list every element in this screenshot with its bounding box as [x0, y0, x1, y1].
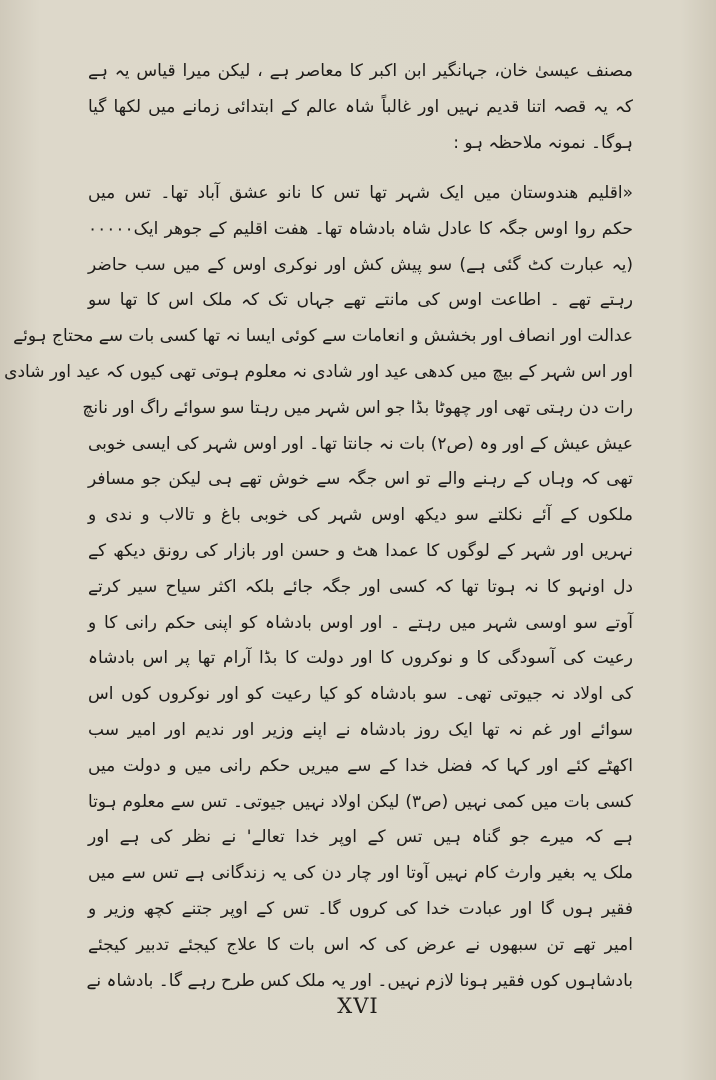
page-number: XVI [337, 994, 379, 1018]
text-line: مصنف عیسیٰ خان، جہانگیر ابن اکبر کا معاصر ہے ، لیکن میرا قیاس یہ ہے [88, 61, 633, 81]
text-line: ملکوں کے آئے نکلتے سو دیکھ اوس شہر کی خوبی باغ و تالاب و ندی و [88, 505, 633, 526]
text-line: تھی کہ وہاں کے رہنے والے تو اس جگہ سے خوش تھے ہی لیکن جو مسافر [88, 469, 633, 490]
text-line: ہے کہ میرے جو گناہ ہیں تس کے اوپر خدا تعالے' نے نظر کی ہے اور [88, 827, 633, 848]
text-line: عیش عیش کے اور وہ (ص۲) بات نہ جانتا تھا۔ اور اوس شہر کی ایسی خوبی [88, 433, 634, 454]
text-line: «اقلیم هندوستان میں ایک شہر تھا تس کا نانو عشق آباد تھا۔ تس میں [88, 183, 633, 203]
text-line: رہتے تھے ۔ اطاعت اوس کی مانتے تھے جہاں تک کہ ملک اس کا تھا سو [88, 290, 633, 311]
text-line: کہ یہ قصہ اتنا قدیم نہیں اور غالباً شاہ عالم کے ابتدائی زمانے میں لکھا گیا [88, 96, 633, 117]
text-line: آوتے سو اوسی شہر میں رہتے ۔ اور اوس بادشاہ کو اپنی حکم رانی کا و [88, 612, 633, 633]
text-line: عدالت اور انصاف اور بخشش و انعامات سے کوئی ایسا نہ تھا کسی بات سے محتاج ہوئے [13, 326, 633, 347]
text-line: رعیت کی آسودگی کا و نوکروں کا اور دولت کا بڈا آرام تھا پر اس بادشاہ [88, 648, 633, 669]
text-line: کسی بات میں کمی نہیں (ص۳) لیکن اولاد نہیں جیوتی۔ تس سے معلوم ہوتا [88, 791, 634, 812]
text-line: ملک یہ بغیر وارث کام نہیں آوتا اور چار دن کی یہ زندگانی ہے تس سے میں [88, 863, 633, 884]
text-line: بادشاہوں کوں فقیر ہونا لازم نہیں۔ اور یہ ملک کس طرح رہے گا۔ بادشاہ نے [86, 970, 633, 991]
text-line: امیر تھے تن سبھوں نے عرض کی کہ اس بات کا علاج کیجئے تدبیر کیجئے [88, 934, 633, 955]
paragraph-quotation [4, 176, 634, 999]
text-line: حکم روا اوس جگہ کا عادل شاہ بادشاہ تھا۔ ھفت اقلیم کے جوھر ایک۰۰۰۰۰ [88, 218, 633, 239]
text-line: رات دن رہتی تھی اور چھوٹا بڈا جو اس شہر میں رہتا سو سوائے راگ اور نانچ [82, 397, 633, 418]
text-line: کی اولاد نہ جیوتی تھی۔ سو بادشاہ کو کیا رعیت کو اور نوکروں کوں اس [88, 684, 633, 705]
paragraph-intro [88, 54, 633, 161]
text-line: سوائے اور غم نہ تھا ایک روز بادشاہ نے اپنے وزیر اور ندیم اور امیر سب [88, 719, 633, 740]
text-line: اور اس شہر کے بیچ میں کدھی عید اور شادی نہ معلوم ہوتی تھی کیوں کہ عید اور شادی [4, 361, 633, 382]
text-line: اکھٹے کئے اور کہا کہ فضل خدا کے سے میریں حکم رانی میں و دولت میں [88, 755, 633, 776]
text-line: دل اونہو کا نہ ہوتا تھا کہ کسی اور جگہ جائے بلکہ اکثر سیاح سیر کرتے [88, 576, 633, 597]
text-line: (یہ عبارت کٹ گئی ہے) سو پیش کش اور نوکری اوس کے میں سب حاضر [88, 254, 633, 275]
text-line: نہریں اور شہر کے لوگوں کا عمدا ھٹ و حسن اور بازار کی رونق دیکھ کے [88, 540, 633, 561]
text-line: ہوگا۔ نمونہ ملاحظہ ہو : [453, 132, 633, 153]
text-line: فقیر ہوں گا اور عبادت خدا کی کروں گا۔ تس کے اوپر جتنے کچھ وزیر و [88, 898, 633, 919]
